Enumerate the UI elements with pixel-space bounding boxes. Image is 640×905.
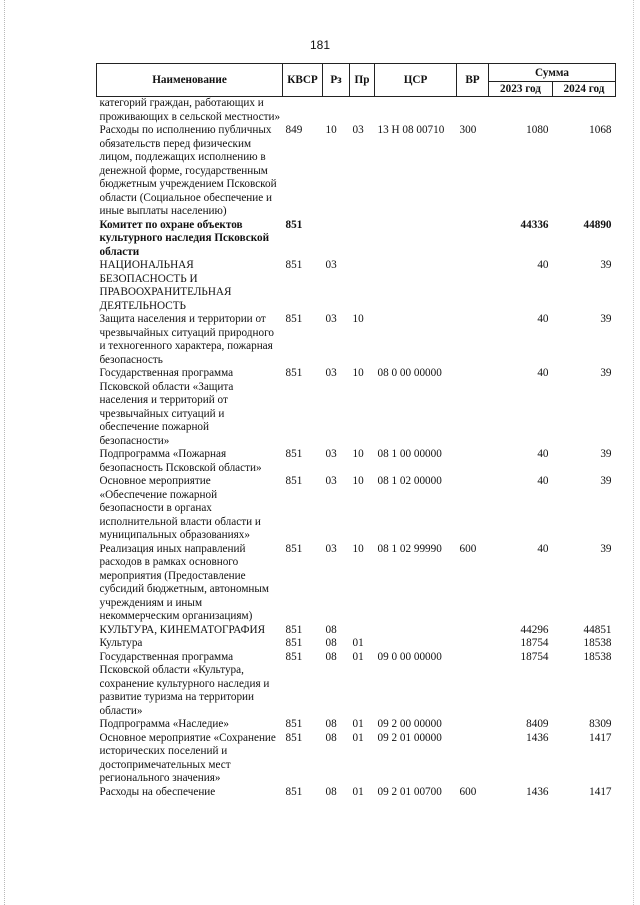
row-csr-cell: 08 1 02 00000	[377, 475, 442, 487]
header-csr: ЦСР	[375, 64, 457, 97]
header-rz: Рз	[323, 64, 350, 97]
row-kvsr-cell: 851	[285, 731, 303, 744]
row-rz-cell: 03	[325, 475, 337, 487]
row-name-cell: Государственная программа Псковской области «Культура, сохранение культурного наследия и развитие туризма на территории области»	[99, 650, 270, 717]
row-pr-cell	[350, 624, 375, 638]
row-vr-cell	[457, 97, 489, 125]
row-kvsr-cell: 851	[285, 475, 303, 487]
row-rz-cell: 08	[325, 623, 337, 636]
row-rz-cell: 03	[325, 259, 337, 271]
row-csr-cell: 08 0 00 00000	[377, 367, 442, 379]
row-vr-cell	[457, 637, 489, 651]
row-vr-cell	[457, 313, 489, 367]
table-row	[97, 786, 616, 800]
table-header	[97, 64, 616, 97]
row-name-cell: Защита населения и территории от чрезвычайных ситуаций природного и техногенного характера, пожарная безопасность	[99, 313, 274, 366]
row-sum-2024-cell: 8309	[589, 718, 612, 730]
row-sum-2023-cell: 40	[537, 259, 549, 271]
row-csr-cell: 09 0 00 00000	[377, 650, 442, 663]
row-sum-2024-cell: 44890	[583, 218, 612, 231]
row-rz-cell: 03	[325, 313, 337, 325]
row-name-cell: Культура	[99, 637, 143, 649]
table-row	[97, 97, 616, 125]
row-pr-cell: 01	[352, 785, 364, 798]
row-kvsr-cell: 851	[285, 218, 303, 231]
row-sum-2023-cell	[489, 97, 553, 125]
table-row	[97, 259, 616, 313]
row-vr-cell	[457, 475, 489, 543]
row-csr-cell: 09 2 00 00000	[377, 718, 442, 730]
row-pr-cell: 10	[352, 542, 364, 555]
row-sum-2024-cell: 1417	[589, 731, 612, 744]
row-pr-cell	[350, 97, 375, 125]
row-csr-cell	[375, 313, 457, 367]
row-csr-cell: 09 2 01 00000	[377, 731, 442, 744]
table-row	[97, 732, 616, 786]
row-kvsr-cell: 851	[285, 313, 303, 325]
row-name-cell: Основное мероприятие «Обеспечение пожарной безопасности в органах исполнительной власти области и муниципальных образованиях»	[99, 475, 261, 541]
row-name-cell: Комитет по охране объектов культурного наследия Псковской области	[99, 218, 270, 258]
row-pr-cell: 10	[352, 313, 364, 325]
row-vr-cell	[457, 219, 489, 260]
header-year-2023: 2023 год	[489, 82, 553, 97]
row-rz-cell: 03	[325, 448, 337, 460]
row-sum-2023-cell: 1080	[526, 124, 549, 136]
row-sum-2024-cell: 39	[600, 448, 612, 460]
row-sum-2024-cell: 39	[600, 313, 612, 325]
row-sum-2023-cell: 8409	[526, 718, 549, 730]
row-pr-cell: 03	[352, 124, 364, 136]
row-vr-cell	[457, 448, 489, 475]
row-sum-2024-cell: 44851	[583, 623, 612, 636]
row-kvsr-cell: 851	[285, 542, 303, 555]
scan-edge-right	[633, 0, 635, 905]
row-sum-2023-cell: 40	[537, 313, 549, 325]
scan-edge-left	[4, 0, 6, 905]
row-rz-cell: 10	[325, 124, 337, 136]
table-body	[97, 97, 616, 800]
table-row	[97, 124, 616, 219]
row-rz-cell	[323, 219, 350, 260]
row-pr-cell: 01	[352, 731, 364, 744]
row-name-cell: Расходы по исполнению публичных обязательств перед физическим лицом, подлежащих исполнению в денежной форме, государственным бюджетным учреждением Псковской области (Социальное обеспечение и иные выплаты населению)	[99, 124, 277, 217]
header-year-2024: 2024 год	[553, 82, 616, 97]
table-row	[97, 718, 616, 732]
table-row	[97, 637, 616, 651]
row-csr-cell	[375, 259, 457, 313]
row-kvsr-cell: 851	[285, 623, 303, 636]
row-vr-cell	[457, 651, 489, 719]
table-row	[97, 624, 616, 638]
row-vr-cell	[457, 732, 489, 786]
row-rz-cell: 03	[325, 367, 337, 379]
row-sum-2023-cell: 44296	[520, 623, 549, 636]
row-kvsr-cell: 851	[285, 448, 303, 460]
budget-table	[96, 63, 616, 799]
table-row	[97, 313, 616, 367]
row-kvsr-cell: 851	[285, 637, 303, 649]
row-name-cell: НАЦИОНАЛЬНАЯ БЕЗОПАСНОСТЬ И ПРАВООХРАНИТЕЛЬНАЯ ДЕЯТЕЛЬНОСТЬ	[99, 259, 232, 312]
row-kvsr-cell: 851	[285, 718, 303, 730]
table-row	[97, 543, 616, 624]
row-pr-cell: 10	[352, 367, 364, 379]
row-name-cell: Основное мероприятие «Сохранение исторических поселений и достопримечательных мест регионального значения»	[99, 731, 276, 784]
header-sum: Сумма	[489, 64, 616, 82]
row-sum-2023-cell: 44336	[520, 218, 549, 231]
row-sum-2023-cell: 40	[537, 542, 549, 555]
row-sum-2023-cell: 1436	[526, 731, 549, 744]
row-sum-2023-cell: 18754	[520, 637, 549, 649]
row-vr-cell: 600	[459, 785, 477, 798]
row-kvsr-cell	[283, 97, 323, 125]
row-name-cell: Реализация иных направлений расходов в рамках основного мероприятия (Предоставление субсидий бюджетным, автономным учреждениям и иным некоммерческим организациям)	[99, 542, 269, 622]
row-vr-cell	[457, 718, 489, 732]
row-name-cell: Расходы на обеспечение	[99, 785, 216, 798]
table-row	[97, 367, 616, 448]
row-sum-2024-cell: 18538	[583, 637, 612, 649]
row-csr-cell: 08 1 02 99990	[377, 542, 442, 555]
row-sum-2024-cell: 39	[600, 259, 612, 271]
row-sum-2023-cell: 40	[537, 367, 549, 379]
table-row	[97, 448, 616, 475]
row-sum-2024-cell: 39	[600, 367, 612, 379]
row-kvsr-cell: 851	[285, 259, 303, 271]
row-rz-cell: 08	[325, 785, 337, 798]
row-sum-2023-cell: 40	[537, 448, 549, 460]
row-csr-cell: 09 2 01 00700	[377, 785, 442, 798]
table-row	[97, 219, 616, 260]
row-kvsr-cell: 851	[285, 785, 303, 798]
row-pr-cell: 10	[352, 475, 364, 487]
row-csr-cell	[375, 219, 457, 260]
row-kvsr-cell: 851	[285, 650, 303, 663]
row-vr-cell	[457, 624, 489, 638]
row-pr-cell: 01	[352, 637, 364, 649]
row-rz-cell: 08	[325, 731, 337, 744]
row-vr-cell: 600	[459, 542, 477, 555]
row-vr-cell	[457, 259, 489, 313]
row-pr-cell: 01	[352, 718, 364, 730]
table-row	[97, 475, 616, 543]
row-rz-cell	[323, 97, 350, 125]
row-csr-cell	[375, 97, 457, 125]
row-sum-2024-cell: 39	[600, 542, 612, 555]
row-pr-cell: 10	[352, 448, 364, 460]
row-sum-2024-cell	[553, 97, 616, 125]
header-vr: ВР	[457, 64, 489, 97]
row-pr-cell: 01	[352, 650, 364, 663]
row-vr-cell: 300	[459, 124, 477, 136]
row-kvsr-cell: 851	[285, 367, 303, 379]
row-name-cell: Подпрограмма «Наследие»	[99, 718, 229, 730]
row-kvsr-cell: 849	[285, 124, 303, 136]
row-sum-2023-cell: 18754	[520, 650, 549, 663]
header-kvsr: КВСР	[283, 64, 323, 97]
row-sum-2024-cell: 1417	[589, 785, 612, 798]
row-rz-cell: 08	[325, 650, 337, 663]
row-name-cell: Подпрограмма «Пожарная безопасность Псковской области»	[99, 448, 262, 474]
header-name: Наименование	[97, 64, 283, 97]
row-csr-cell: 08 1 00 00000	[377, 448, 442, 460]
row-sum-2023-cell: 1436	[526, 785, 549, 798]
row-rz-cell: 03	[325, 542, 337, 555]
page-number: 181	[309, 38, 331, 52]
row-rz-cell: 08	[325, 637, 337, 649]
row-sum-2024-cell: 39	[600, 475, 612, 487]
header-pr: Пр	[350, 64, 375, 97]
row-rz-cell: 08	[325, 718, 337, 730]
row-vr-cell	[457, 367, 489, 448]
row-name-cell: категорий граждан, работающих и проживающих в сельской местности»	[99, 97, 281, 123]
row-name-cell: КУЛЬТУРА, КИНЕМАТОГРАФИЯ	[99, 623, 266, 636]
row-name-cell: Государственная программа Псковской области «Защита населения и территорий от чрезвычайных ситуаций и обеспечение пожарной безопасности»	[99, 367, 234, 447]
row-pr-cell	[350, 219, 375, 260]
row-csr-cell	[375, 637, 457, 651]
row-csr-cell	[375, 624, 457, 638]
row-sum-2024-cell: 18538	[583, 650, 612, 663]
row-csr-cell: 13 Н 08 00710	[377, 124, 445, 136]
row-sum-2023-cell: 40	[537, 475, 549, 487]
table-row	[97, 651, 616, 719]
row-sum-2024-cell: 1068	[589, 124, 612, 136]
row-pr-cell	[350, 259, 375, 313]
